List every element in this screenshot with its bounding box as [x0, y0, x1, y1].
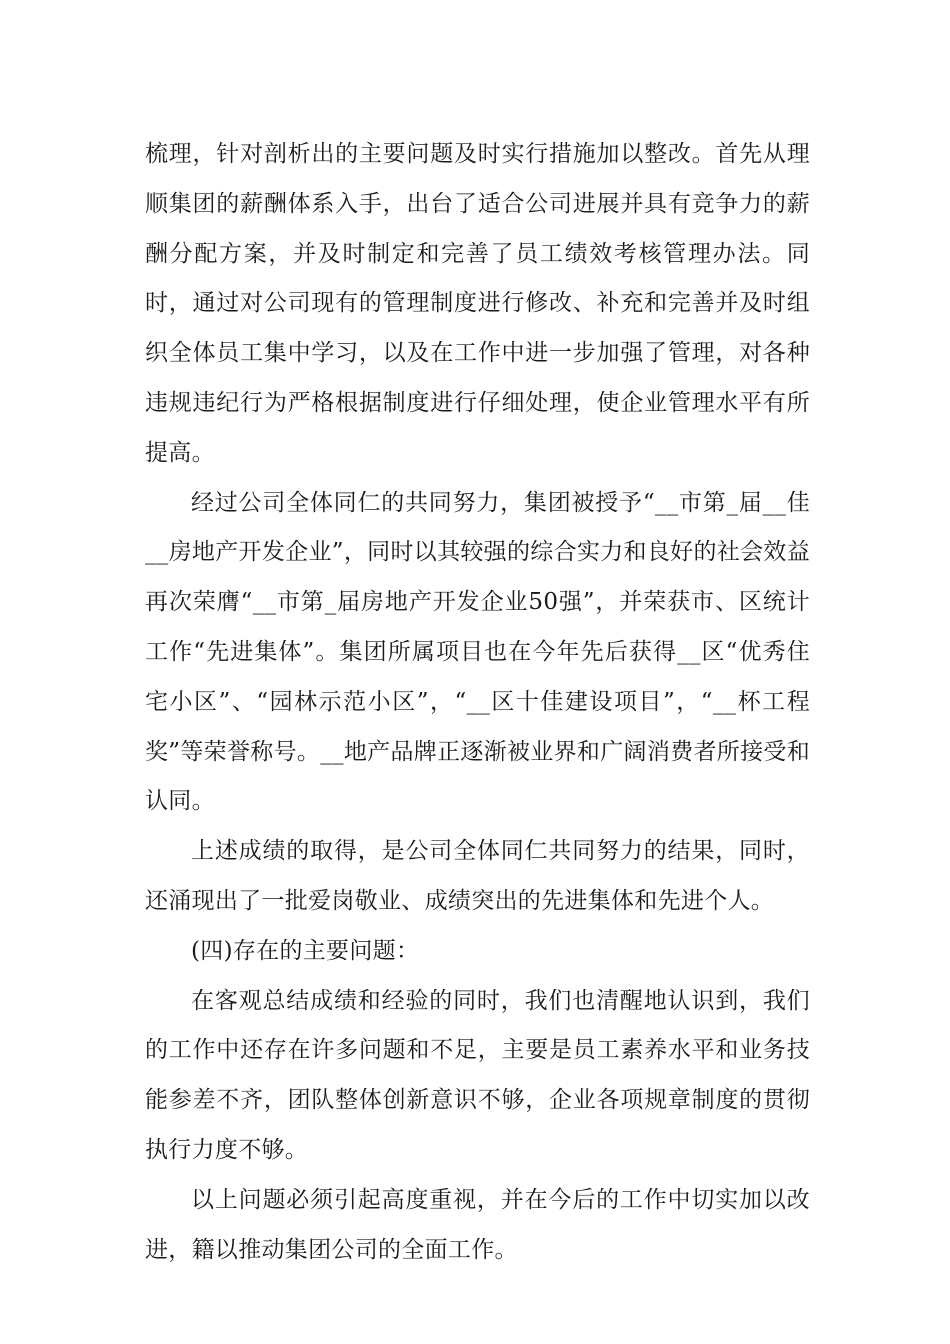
section-heading: (四)存在的主要问题： — [191, 937, 420, 964]
paragraph-2: 经过公司全体同仁的共同努力，集团被授予“__市第_届__佳__房地产开发企业”，同时以其较强的综合实力和良好的社会效益再次荣膺“__市第_届房地产开发企业50强”，并荣获市、区统计工作“先进集体”。集团所属项目也在今年先后获得__区“优秀住宅小区”、“园林示范小区”，“__区十佳建设项目”，“__杯工程奖”等荣誉称号。__地产品牌正逐渐被业界和广阔消费者所接受和认同。 — [145, 489, 810, 815]
paragraph-3: 上述成绩的取得，是公司全体同仁共同努力的结果，同时，还涌现出了一批爱岗敬业、成绩突出的先进集体和先进个人。 — [145, 838, 810, 914]
paragraph-4: 在客观总结成绩和经验的同时，我们也清醒地认识到，我们的工作中还存在许多问题和不足，主要是员工素养水平和业务技能参差不齐，团队整体创新意识不够，企业各项规章制度的贯彻执行力度不够。 — [145, 987, 810, 1163]
paragraph-1: 梳理，针对剖析出的主要问题及时实行措施加以整改。首先从理顺集团的薪酬体系入手，出台了适合公司进展并具有竞争力的薪酬分配方案，并及时制定和完善了员工绩效考核管理办法。同时，通过对公司现有的管理制度进行修改、补充和完善并及时组织全体员工集中学习，以及在工作中进一步加强了管理，对各种违规违纪行为严格根据制度进行仔细处理，使企业管理水平有所提高。 — [145, 141, 810, 466]
paragraph-5: 以上问题必须引起高度重视，并在今后的工作中切实加以改进，籍以推动集团公司的全面工作。 — [145, 1186, 810, 1263]
document-body — [145, 130, 810, 1275]
